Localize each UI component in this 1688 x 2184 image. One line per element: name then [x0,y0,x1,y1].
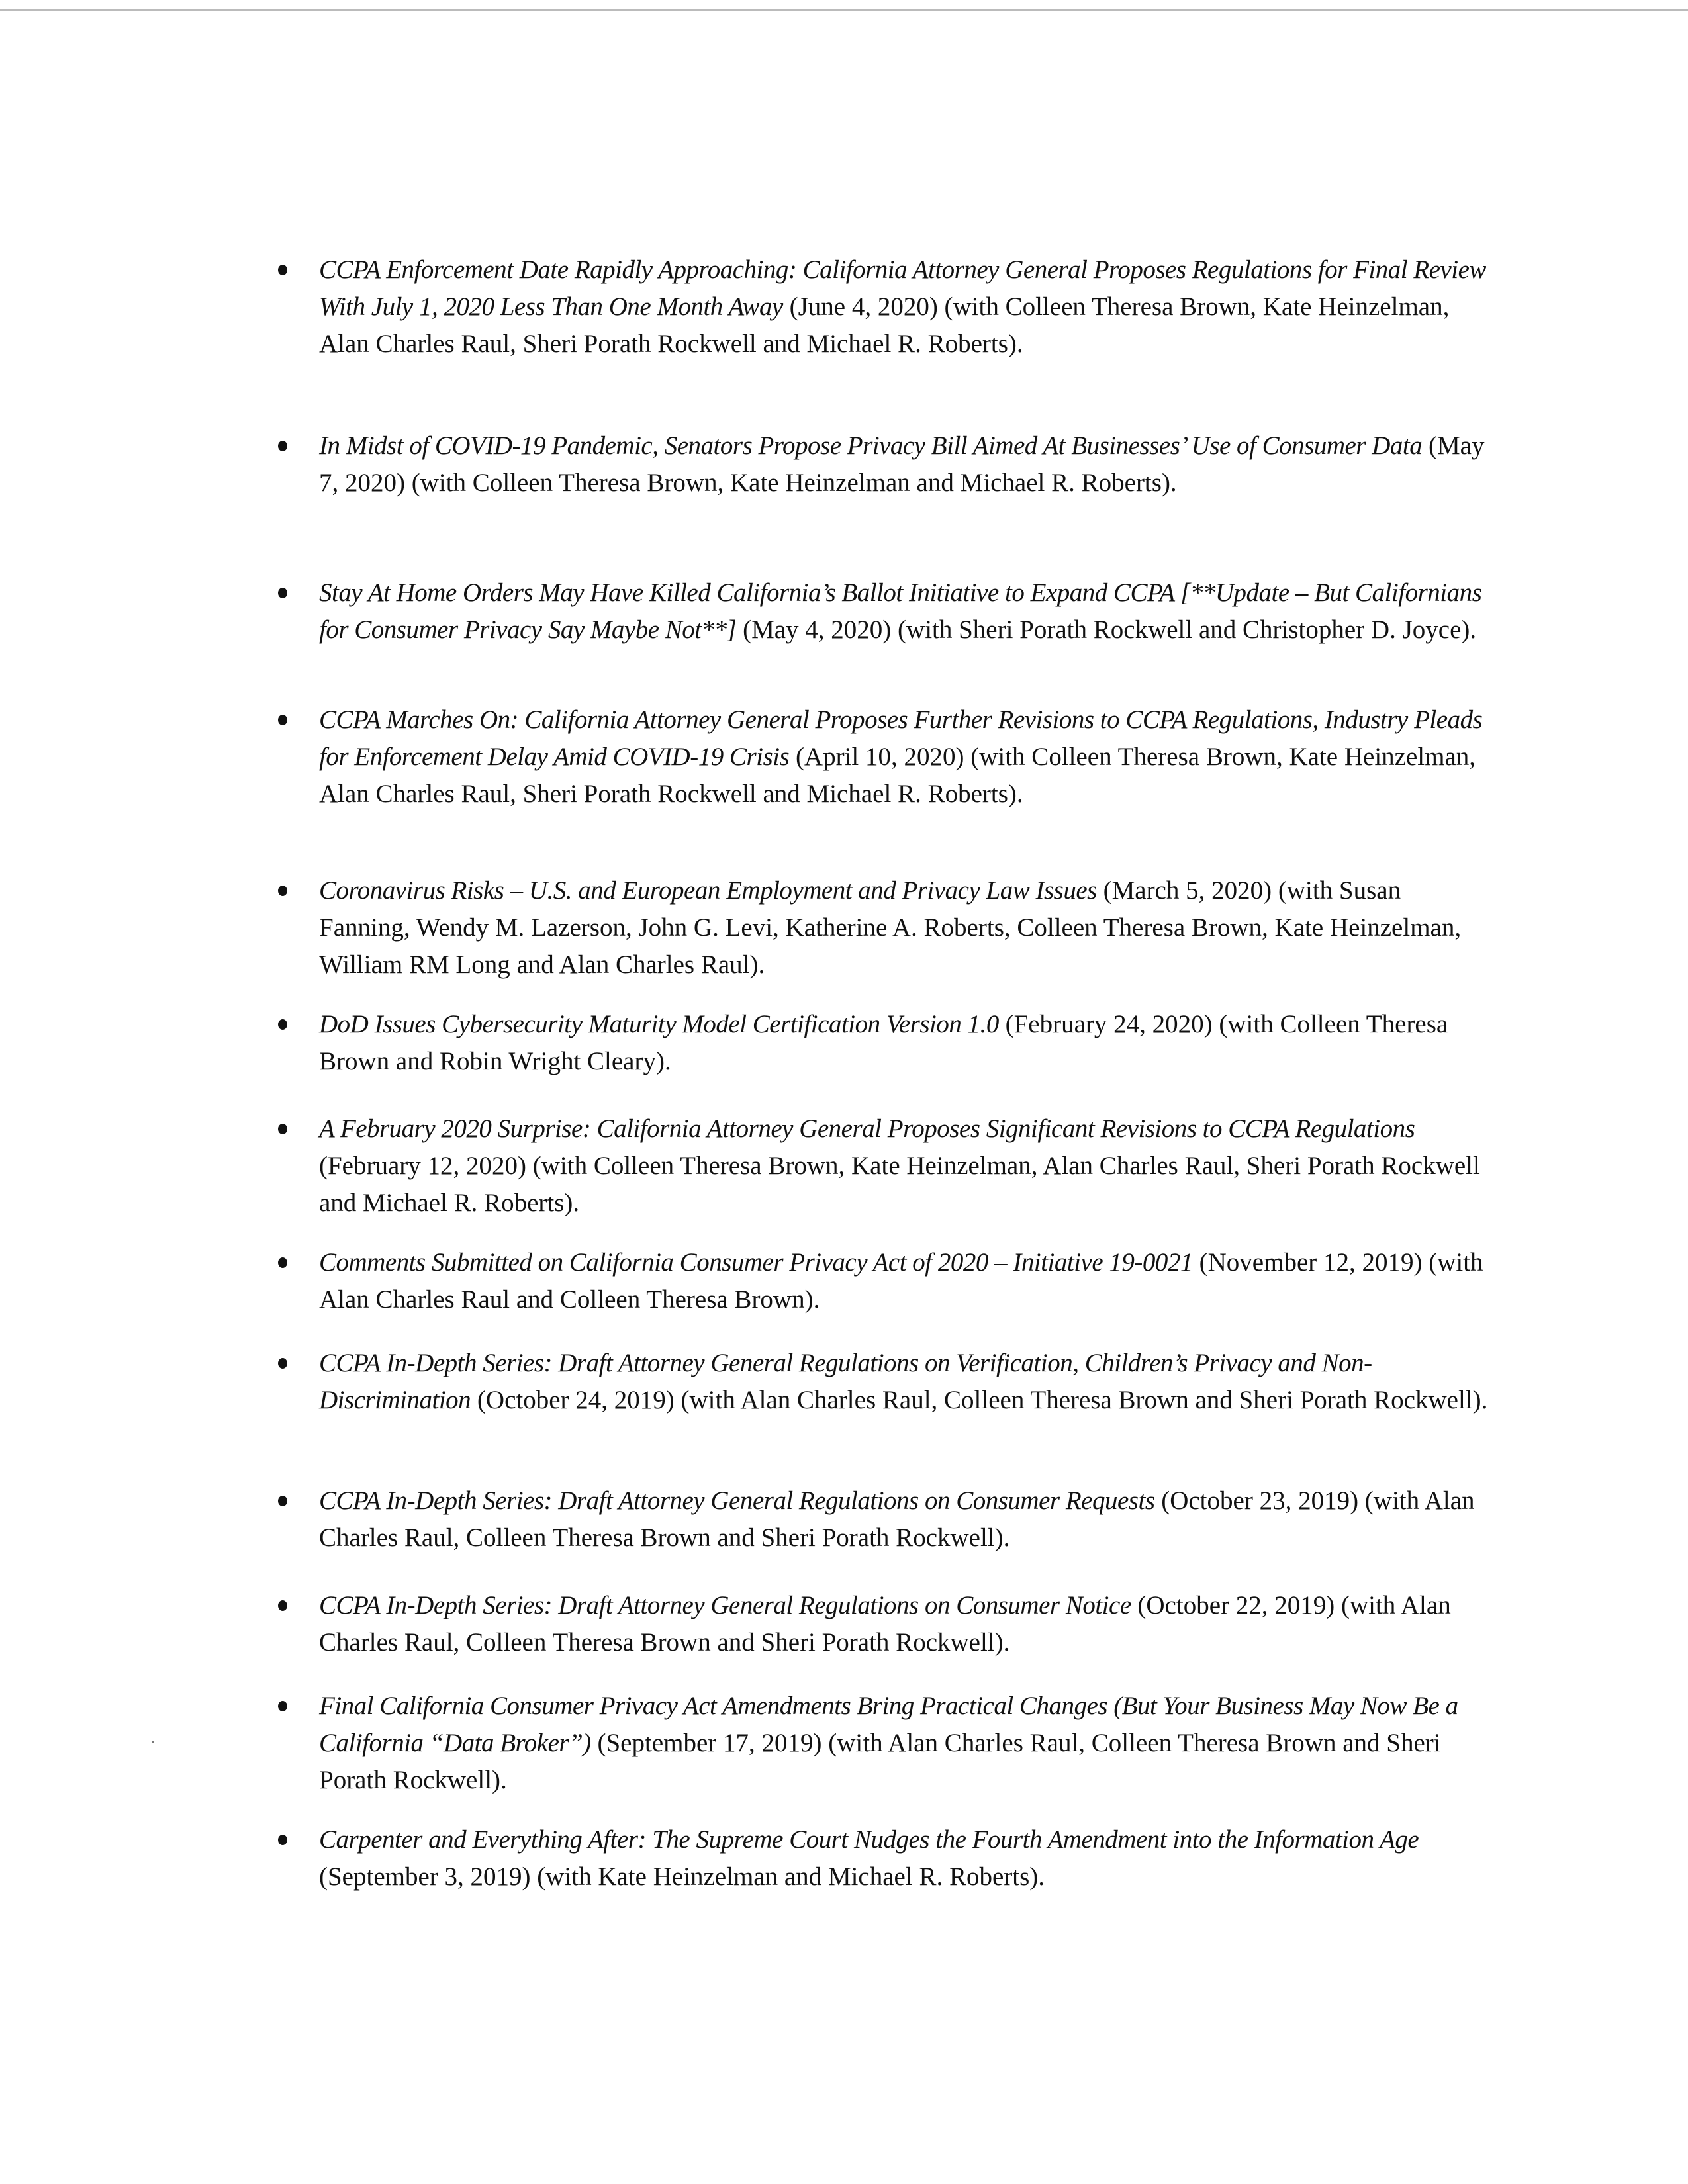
item-title: DoD Issues Cybersecurity Maturity Model Certification Version 1.0 [319,1010,999,1038]
item-details: (February 24, 2020) (with Colleen Theresa Brown and Robin Wright Cleary). [319,1010,1448,1075]
list-item [278,1006,1489,1080]
scan-speck [152,1741,154,1743]
item-details: (April 10, 2020) (with Colleen Theresa Brown, Kate Heinzelman, Alan Charles Raul, Sheri Porath Rockwell and Michael R. Roberts). [319,743,1476,808]
item-title: CCPA Enforcement Date Rapidly Approaching: California Attorney General Proposes Regulations for Final Review With July 1, 2020 Less Than One Month Away [319,255,1486,321]
bullet-icon [278,265,287,275]
item-details: (May 7, 2020) (with Colleen Theresa Brown, Kate Heinzelman and Michael R. Roberts). [319,432,1485,497]
list-item [278,428,1489,502]
item-title: Carpenter and Everything After: The Supreme Court Nudges the Fourth Amendment into the Information Age [319,1825,1419,1854]
list-item [278,1821,1489,1895]
item-title: Stay At Home Orders May Have Killed California’s Ballot Initiative to Expand CCPA [**Update – But Californians for Consumer Privacy Say Maybe Not**] [319,578,1482,644]
item-title: Coronavirus Risks – U.S. and European Employment and Privacy Law Issues [319,876,1097,905]
bullet-icon [278,1358,287,1369]
bullet-icon [278,1496,287,1506]
list-item [278,1244,1489,1318]
item-details: (October 24, 2019) (with Alan Charles Raul, Colleen Theresa Brown and Sheri Porath Rockwell). [471,1386,1488,1414]
item-details: (February 12, 2020) (with Colleen Theresa Brown, Kate Heinzelman, Alan Charles Raul, Sheri Porath Rockwell and Michael R. Roberts). [319,1152,1480,1217]
item-details: (October 22, 2019) (with Alan Charles Raul, Colleen Theresa Brown and Sheri Porath Rockwell). [319,1591,1451,1657]
item-details: (September 3, 2019) (with Kate Heinzelman and Michael R. Roberts). [319,1862,1045,1891]
bullet-icon [278,715,287,725]
bullet-icon [278,1124,287,1134]
list-item [278,1688,1489,1799]
list-item [278,1345,1489,1419]
bullet-icon [278,1600,287,1611]
list-item [278,251,1489,363]
list-item [278,1482,1489,1557]
item-title: In Midst of COVID-19 Pandemic, Senators Propose Privacy Bill Aimed At Businesses’ Use of Consumer Data [319,432,1423,460]
list-item [278,872,1489,983]
list-item [278,702,1489,813]
list-item [278,1111,1489,1222]
item-title: CCPA Marches On: California Attorney General Proposes Further Revisions to CCPA Regulations, Industry Pleads for Enforcement Delay Amid COVID-19 Crisis [319,705,1483,771]
item-details: (September 17, 2019) (with Alan Charles Raul, Colleen Theresa Brown and Sheri Porath Rockwell). [319,1729,1441,1794]
bullet-icon [278,886,287,896]
item-details: (November 12, 2019) (with Alan Charles Raul and Colleen Theresa Brown). [319,1248,1483,1314]
list-item [278,574,1489,649]
scan-edge-line [0,9,1688,11]
bullet-icon [278,1701,287,1711]
item-details: (June 4, 2020) (with Colleen Theresa Brown, Kate Heinzelman, Alan Charles Raul, Sheri Porath Rockwell and Michael R. Roberts). [319,293,1450,358]
item-title: CCPA In-Depth Series: Draft Attorney General Regulations on Consumer Requests [319,1486,1155,1515]
bullet-icon [278,441,287,451]
bullet-icon [278,1835,287,1845]
item-title: Final California Consumer Privacy Act Amendments Bring Practical Changes (But Your Business May Now Be a California “Data Broker”) [319,1692,1458,1757]
item-details: (May 4, 2020) (with Sheri Porath Rockwell and Christopher D. Joyce). [736,615,1477,644]
item-details: (October 23, 2019) (with Alan Charles Raul, Colleen Theresa Brown and Sheri Porath Rockwell). [319,1486,1475,1552]
bullet-icon [278,1019,287,1030]
list-item [278,1587,1489,1661]
item-title: CCPA In-Depth Series: Draft Attorney General Regulations on Consumer Notice [319,1591,1131,1619]
item-title: A February 2020 Surprise: California Attorney General Proposes Significant Revisions to CCPA Regulations [319,1115,1415,1143]
bullet-icon [278,1257,287,1268]
item-details: (March 5, 2020) (with Susan Fanning, Wendy M. Lazerson, John G. Levi, Katherine A. Roberts, Colleen Theresa Brown, Kate Heinzelman, William RM Long and Alan Charles Raul). [319,876,1462,979]
item-title: Comments Submitted on California Consumer Privacy Act of 2020 – Initiative 19-0021 [319,1248,1193,1277]
item-title: CCPA In-Depth Series: Draft Attorney General Regulations on Verification, Children’s Privacy and Non-Discrimination [319,1349,1372,1414]
bullet-icon [278,588,287,598]
